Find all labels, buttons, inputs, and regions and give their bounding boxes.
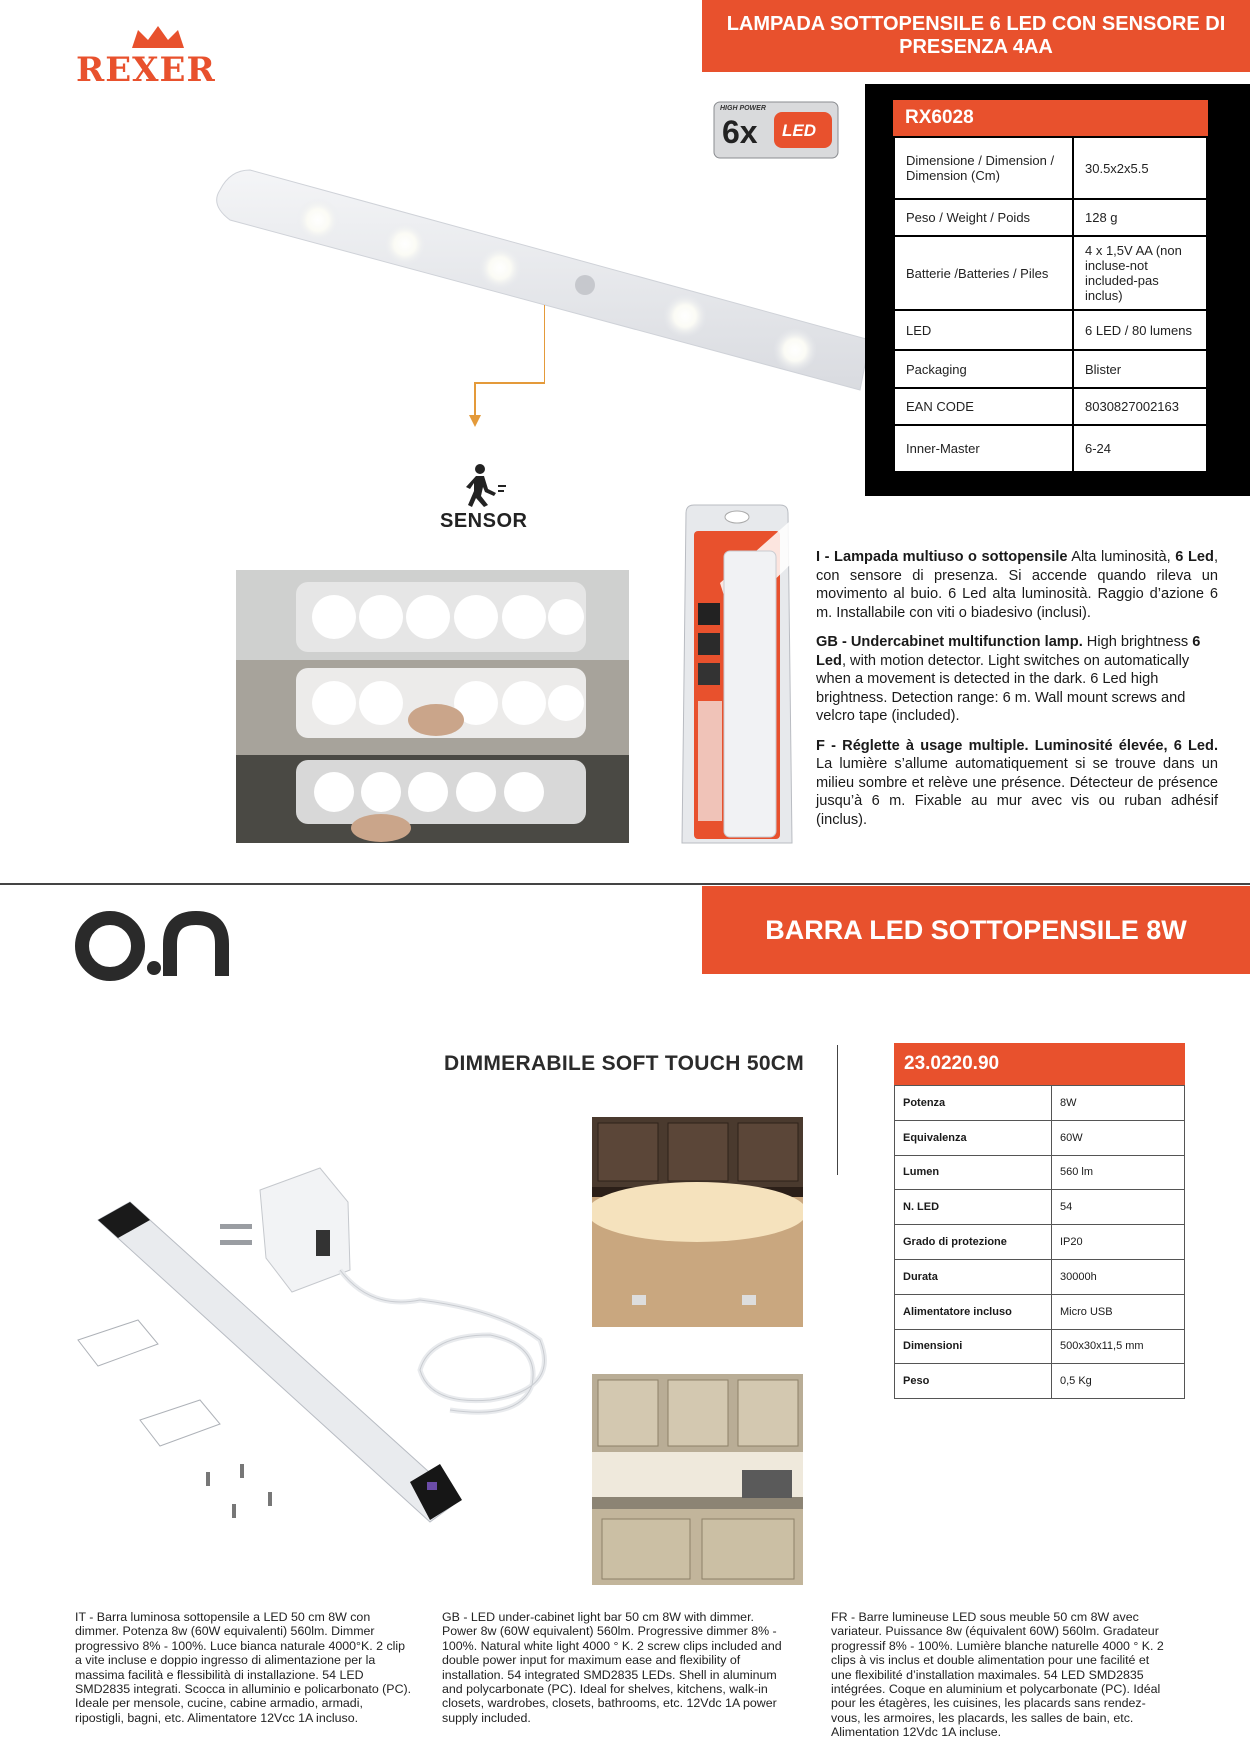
spec-value: 8W	[1052, 1086, 1185, 1121]
desc-fr: F - Réglette à usage multiple. Luminosité élevée, 6 Led. La lumière s’allume automatiquement si se trouve dans un milieu sombre et relève une présence. Détecteur de présence jusqu’à 6 m. Fixable au mur avec vis ou ruban adhésif (inclus).	[816, 737, 1218, 828]
desc-it: I - Lampada multiuso o sottopensile Alta luminosità, 6 Led, con sensore di presenza. Si accende quando rileva un movimento al buio. 6 Led alta luminosità. Raggio d’azione 6 m. Installabile con viti o biadesivo (inclusi).	[816, 549, 1218, 621]
spec-key: N. LED	[895, 1190, 1052, 1225]
table-row	[894, 137, 1207, 199]
table-row	[894, 310, 1207, 350]
sensor-arrow-icon	[465, 305, 545, 430]
desc-gb: GB - Undercabinet multifunction lamp. High brightness 6 Led, with motion detector. Light switches on automatically when a movement is detected in the dark. 6 Led high brightness. Detection range: 6 m. Wall mount screws and velcro tape (included).	[816, 634, 1201, 724]
product1-usage-photo	[236, 570, 629, 843]
walking-person-icon	[462, 463, 510, 507]
spec-value: 54	[1052, 1190, 1185, 1225]
spec-value: 8030827002163	[1073, 388, 1207, 425]
product2-subtitle: DIMMERABILE SOFT TOUCH 50CM	[444, 1052, 805, 1075]
spec-key: Packaging	[894, 350, 1073, 388]
section-divider	[0, 883, 1250, 885]
table-row	[895, 1190, 1185, 1225]
product2-desc-gb: GB - LED under-cabinet light bar 50 cm 8W with dimmer. Power 8w (60W equivalent) 560lm. Progressive dimmer 8% - 100%. Natural white light 4000 ° K. 2 screw clips included and double power input for maximum ease and flexibility of installation. 54 integrated SMD2835 LEDs. Shell in aluminum and polycarbonate (PC). Ideal for shelves, kitchens, walk-in closets, wardrobes, closets, bathrooms, etc. 12Vdc 1A power supply included.	[442, 1610, 782, 1725]
spec-key: Durata	[895, 1259, 1052, 1294]
product2-main-photo	[70, 1160, 560, 1540]
spec-value: 0,5 Kg	[1052, 1364, 1185, 1399]
spec-key: Batterie /Batteries / Piles	[894, 236, 1073, 310]
product1-spec-table	[893, 136, 1208, 473]
product2-spec-code: 23.0220.90	[894, 1043, 1185, 1085]
product2-desc-it: IT - Barra luminosa sottopensile a LED 50 cm 8W con dimmer. Potenza 8w (60W equivalenti) 560lm. Dimmer progressivo 8% - 100%. Luce bianca naturale 4000°K. 2 clip a vite incluse e doppio ingresso di alimentazione per la massima facilità e flessibilità di installazione. 54 LED SMD2835 integrati. Scocca in alluminio e policarbonato (PC). Ideale per mensole, cucine, cabine armadio, armadi, ripostigli, bagni, etc. Alimentatore 12Vcc 1A incluso.	[75, 1610, 412, 1725]
table-row	[895, 1329, 1185, 1364]
spec-key: Dimensione / Dimension / Dimension (Cm)	[894, 137, 1073, 199]
table-row	[895, 1086, 1185, 1121]
product1-description	[816, 548, 1218, 840]
spec-key: Inner-Master	[894, 425, 1073, 472]
product1-banner-title: LAMPADA SOTTOPENSILE 6 LED CON SENSORE DI PRESENZA 4AA	[702, 0, 1250, 72]
on-logo	[74, 904, 234, 984]
product1-spec-code: RX6028	[893, 100, 1208, 136]
spec-value: 60W	[1052, 1120, 1185, 1155]
product2-kitchen-photo-bottom	[592, 1374, 803, 1585]
table-row	[895, 1155, 1185, 1190]
spec-key: Peso / Weight / Poids	[894, 199, 1073, 236]
spec-value: 500x30x11,5 mm	[1052, 1329, 1185, 1364]
six-led-badge: HIGH POWER 6x LED	[712, 100, 840, 160]
table-row	[894, 350, 1207, 388]
product1-blister-photo	[680, 503, 795, 850]
spec-key: Peso	[895, 1364, 1052, 1399]
spec-key: Dimensioni	[895, 1329, 1052, 1364]
spec-key: Equivalenza	[895, 1120, 1052, 1155]
spec-value: 6 LED / 80 lumens	[1073, 310, 1207, 350]
product2-spec-table	[894, 1085, 1185, 1399]
table-row	[895, 1259, 1185, 1294]
spec-value: 30.5x2x5.5	[1073, 137, 1207, 199]
product1-spec-panel	[865, 84, 1250, 496]
spec-value: 30000h	[1052, 1259, 1185, 1294]
table-row	[894, 236, 1207, 310]
spec-key: Lumen	[895, 1155, 1052, 1190]
on-logo-mark	[74, 904, 234, 984]
spec-value: 6-24	[1073, 425, 1207, 472]
product2-desc-fr: FR - Barre lumineuse LED sous meuble 50 cm 8W avec variateur. Puissance 8w (équivalent 60W) 560lm. Gradateur progressif 8% - 100%. Lumière blanche naturelle 4000 ° K. 2 clips à vis inclus et double alimentation pour une facilité et une flexibilité d’installation maximales. 54 LED SMD2835 intégrées. Coque en aluminium et polycarbonate (PC). Idéal pour les étagères, les cuisines, les placards sans rendez-vous, les armoires, les placards, les salles de bain, etc. Alimentation 12Vdc 1A incluse.	[831, 1610, 1164, 1740]
crown-icon	[128, 24, 188, 52]
table-row	[894, 388, 1207, 425]
spec-key: LED	[894, 310, 1073, 350]
table-row	[895, 1120, 1185, 1155]
table-row	[895, 1294, 1185, 1329]
table-row	[894, 425, 1207, 472]
product2-kitchen-photo-top	[592, 1117, 803, 1327]
product2-spec-panel	[894, 1043, 1185, 1399]
rexer-wordmark: REXER	[76, 50, 216, 90]
spec-value: Blister	[1073, 350, 1207, 388]
spec-key: Alimentatore incluso	[895, 1294, 1052, 1329]
table-row	[895, 1364, 1185, 1399]
spec-key: Grado di protezione	[895, 1225, 1052, 1260]
product2-banner-title: BARRA LED SOTTOPENSILE 8W	[702, 886, 1250, 974]
spec-key: Potenza	[895, 1086, 1052, 1121]
spec-value: Micro USB	[1052, 1294, 1185, 1329]
spec-value: 560 lm	[1052, 1155, 1185, 1190]
rexer-logo	[76, 22, 246, 88]
table-row	[894, 199, 1207, 236]
spec-value: IP20	[1052, 1225, 1185, 1260]
spec-value: 4 x 1,5V AA (non incluse-not included-pas inclus)	[1073, 236, 1207, 310]
vertical-divider	[837, 1045, 838, 1175]
table-row	[895, 1225, 1185, 1260]
spec-value: 128 g	[1073, 199, 1207, 236]
sensor-label: SENSOR	[440, 510, 528, 532]
spec-key: EAN CODE	[894, 388, 1073, 425]
